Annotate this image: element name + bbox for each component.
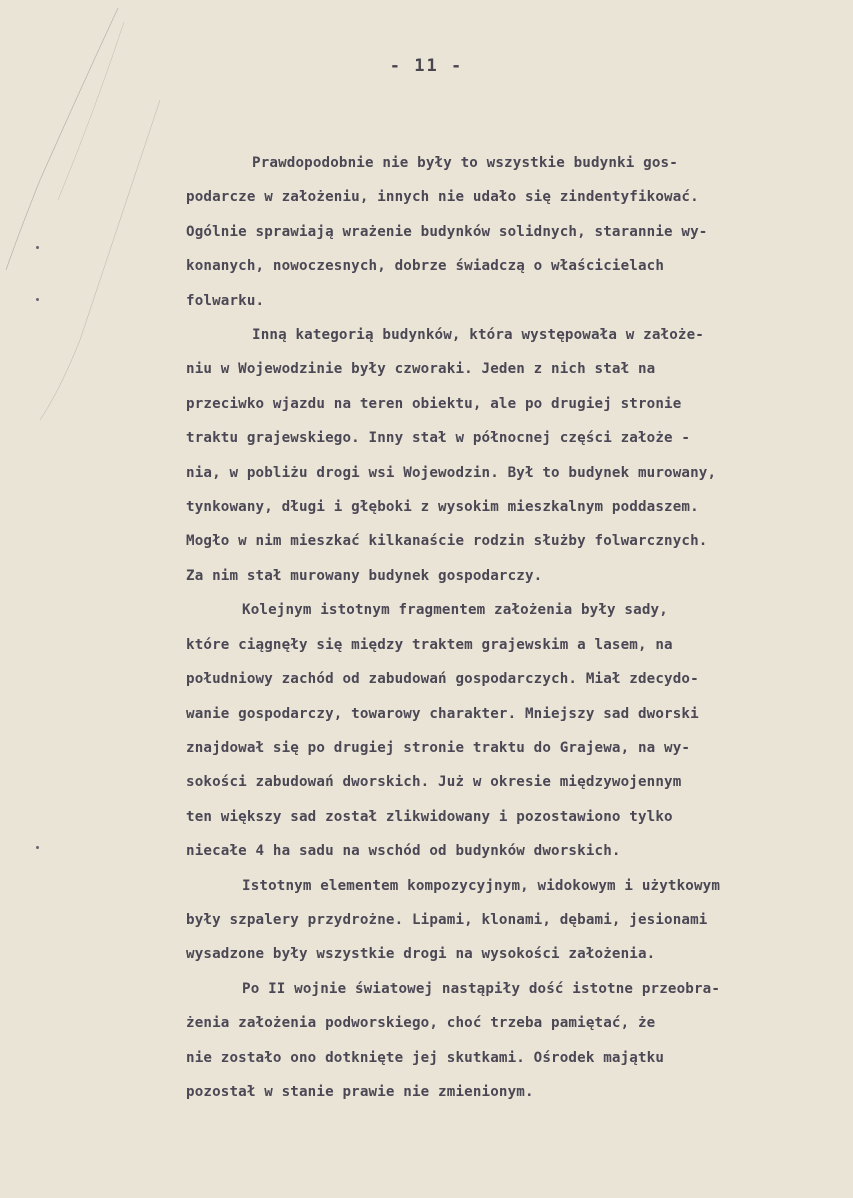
text-line: nie zostało ono dotknięte jej skutkami. Ośrodek majątku — [186, 1049, 665, 1066]
text-line: Po II wojnie światowej nastąpiły dość istotne przeobra- — [242, 980, 721, 997]
page-number: - 11 - — [389, 56, 464, 76]
text-line: folwarku. — [186, 292, 265, 309]
text-line: wanie gospodarczy, towarowy charakter. Mniejszy sad dworski — [186, 705, 699, 722]
text-line: niu w Wojewodzinie były czworaki. Jeden z nich stał na — [186, 361, 656, 378]
text-line: sokości zabudowań dworskich. Już w okresie międzywojennym — [186, 774, 682, 791]
text-line: południowy zachód od zabudowań gospodarczych. Miał zdecydo- — [186, 671, 699, 688]
text-line: podarcze w założeniu, innych nie udało się zindentyfikować. — [186, 189, 699, 206]
text-line: które ciągnęły się między traktem grajewskim a lasem, na — [186, 636, 673, 653]
margin-dot — [36, 846, 39, 849]
text-line: Kolejnym istotnym fragmentem założenia były sady, — [242, 602, 668, 619]
text-line: Inną kategorią budynków, która występowała w założe- — [252, 327, 704, 344]
text-line: przeciwko wjazdu na teren obiektu, ale po drugiej stronie — [186, 395, 682, 412]
text-line: żenia założenia podworskiego, choć trzeba pamiętać, że — [186, 1015, 656, 1032]
text-line: ten większy sad został zlikwidowany i pozostawiono tylko — [186, 808, 673, 825]
margin-dot — [36, 298, 39, 301]
text-line: konanych, nowoczesnych, dobrze świadczą o właścicielach — [186, 258, 665, 275]
body-text — [186, 146, 836, 1109]
text-line: Ogólnie sprawiają wrażenie budynków solidnych, starannie wy- — [186, 223, 708, 240]
text-line: niecałe 4 ha sadu na wschód od budynków dworskich. — [186, 843, 621, 860]
margin-dot — [36, 246, 39, 249]
text-line: pozostał w stanie prawie nie zmienionym. — [186, 1083, 534, 1100]
text-line: Prawdopodobnie nie były to wszystkie budynki gos- — [252, 155, 678, 171]
text-line: Mogło w nim mieszkać kilkanaście rodzin służby folwarcznych. — [186, 533, 708, 550]
text-line: tynkowany, długi i głęboki z wysokim mieszkalnym poddaszem. — [186, 499, 699, 516]
text-line: były szpalery przydrożne. Lipami, klonami, dębami, jesionami — [186, 911, 708, 928]
text-line: nia, w pobliżu drogi wsi Wojewodzin. Był to budynek murowany, — [186, 464, 717, 481]
text-line: Za nim stał murowany budynek gospodarczy. — [186, 567, 543, 584]
text-line: traktu grajewskiego. Inny stał w północnej części założe - — [186, 430, 691, 447]
text-line: znajdował się po drugiej stronie traktu do Grajewa, na wy- — [186, 739, 691, 756]
text-line: wysadzone były wszystkie drogi na wysokości założenia. — [186, 946, 656, 963]
text-line: Istotnym elementem kompozycyjnym, widokowym i użytkowym — [242, 877, 721, 894]
